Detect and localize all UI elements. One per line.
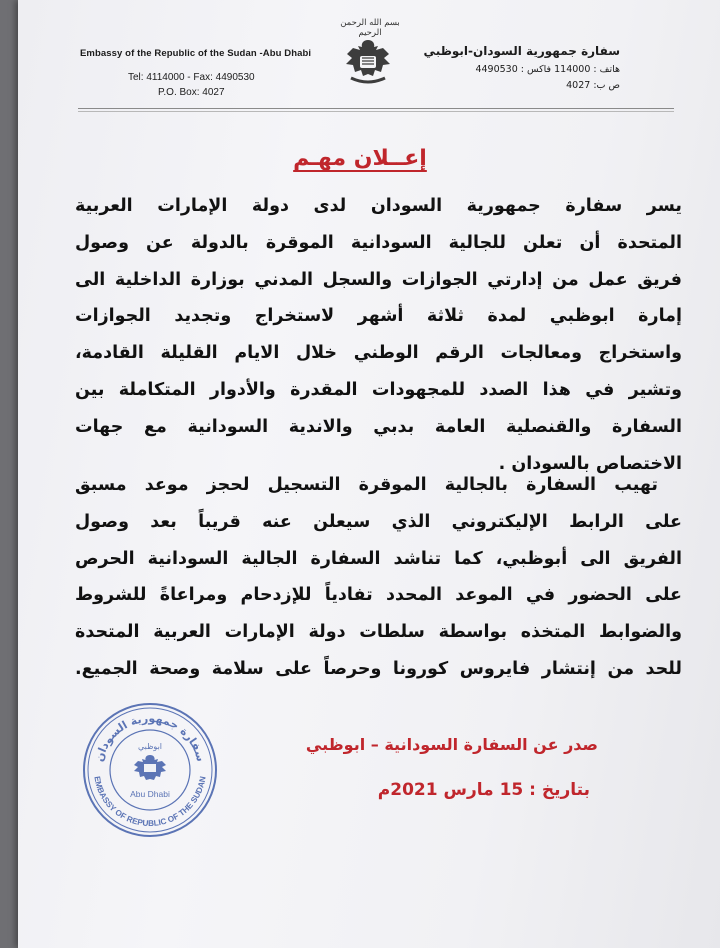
paragraph-line: على الرابط الإليكتروني الذي سيعلن عنه قريباً بعد وصول bbox=[75, 511, 682, 532]
notice-paragraph-2 bbox=[75, 467, 682, 688]
header-divider-thin bbox=[78, 111, 674, 112]
embassy-name-en: Embassy of the Republic of the Sudan -Abu Dhabi bbox=[80, 48, 312, 59]
paragraph-line: والضوابط المتخذه بواسطة سلطات دولة الإمارات العربية المتحدة bbox=[75, 622, 682, 643]
phone-fax-ar: هاتف : 114000 فاكس : 4490530 bbox=[475, 64, 620, 75]
po-box-ar: ص ب: 4027 bbox=[566, 80, 620, 91]
notice-paragraph-1 bbox=[75, 188, 682, 482]
basmala: بسم الله الرحمن الرحيم bbox=[340, 18, 400, 38]
stamp-city-english: Abu Dhabi bbox=[130, 789, 170, 799]
po-box-en: P.O. Box: 4027 bbox=[158, 87, 225, 98]
paragraph-line: إمارة ابوظبي لمدة ثلاثة أشهر لاستخراج وتجديد الجوازات bbox=[75, 306, 682, 327]
header-divider bbox=[78, 108, 674, 109]
phone-fax-en: Tel: 4114000 - Fax: 4490530 bbox=[128, 72, 255, 83]
paragraph-line: تهيب السفارة بالجالية الموقرة التسجيل لحجز موعد مسبق bbox=[75, 475, 658, 495]
paragraph-line: السفارة والقنصلية العامة بدبي والاندية السودانية مع جهات bbox=[75, 416, 682, 437]
paragraph-line: واستخراج ومعالجات الرقم الوطني خلال الايام القليلة القادمة، bbox=[75, 343, 682, 364]
header-arabic bbox=[400, 44, 620, 91]
paragraph-line: يسر سفارة جمهورية السودان لدى دولة الإمارات العربية bbox=[75, 196, 682, 216]
issued-by: صدر عن السفارة السودانية – ابوظبي bbox=[305, 735, 598, 754]
stamp-city-arabic: ابوظبي bbox=[137, 742, 163, 751]
stamp-text-english: EMBASSY OF REPUBLIC OF THE SUDAN bbox=[92, 775, 208, 829]
paragraph-line: وتشير في هذا الصدد للمجهودات المقدرة والأدوار المتكاملة بين bbox=[75, 379, 682, 400]
embassy-name-ar: سفارة جمهورية السودان-ابوظبي bbox=[423, 44, 620, 58]
notice-title: إعــلان مهـم bbox=[293, 146, 427, 171]
paragraph-line: للحد من إنتشار فايروس كورونا وحرصاً على سلامة وصحة الجميع. bbox=[75, 658, 682, 679]
paragraph-line: المتحدة أن تعلن للجالية السودانية الموقرة بالدولة عن وصول bbox=[75, 232, 682, 253]
paragraph-line: فريق عمل من إدارتي الجوازات والسجل المدني بوزارة الداخلية الى bbox=[75, 269, 682, 290]
paragraph-line: على الحضور في الموعد المحدد تفادياً للإزدحام ومراعاةً للشروط bbox=[75, 585, 682, 606]
paragraph-line: الاختصاص بالسودان . bbox=[498, 453, 682, 474]
stamp-text-arabic: سفارة جمهورية السودان bbox=[92, 711, 208, 763]
paragraph-line: الفريق الى أبوظبي، كما تناشد السفارة الجالية السودانية الحرص bbox=[75, 548, 682, 569]
embassy-stamp-icon bbox=[80, 700, 220, 840]
secretary-bird-crest-icon bbox=[343, 34, 393, 88]
issue-date: بتاريخ : 15 مارس 2021م bbox=[377, 780, 590, 800]
header-english bbox=[80, 48, 340, 98]
